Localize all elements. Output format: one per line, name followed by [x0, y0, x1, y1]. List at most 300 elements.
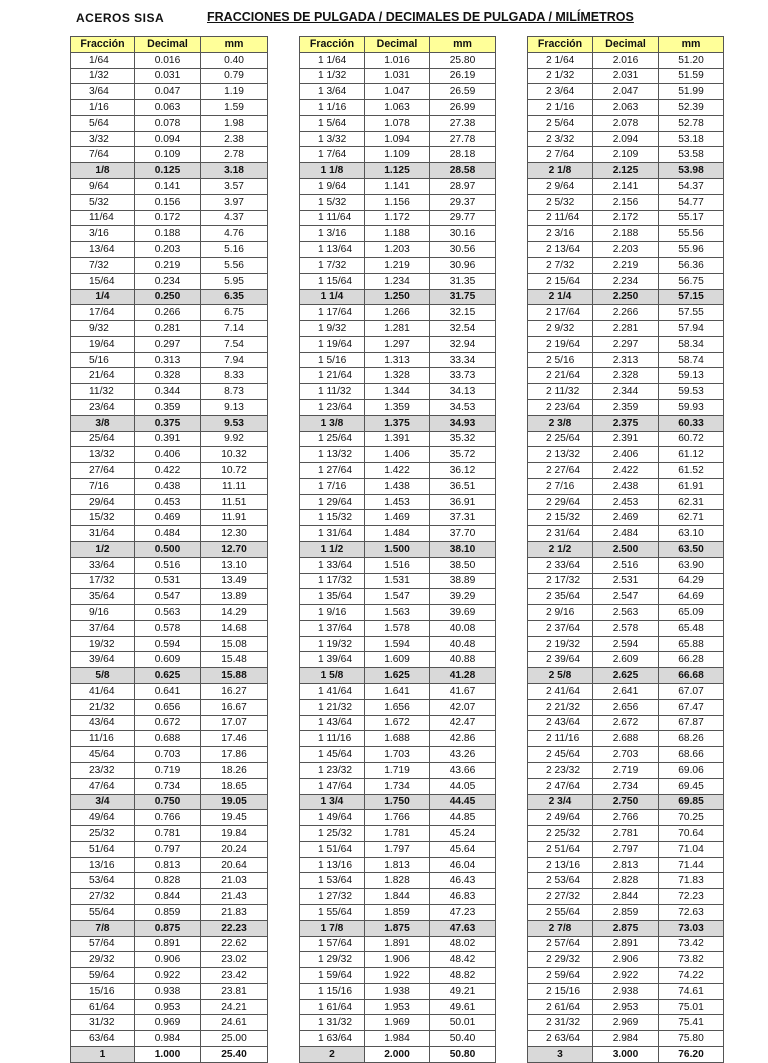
table-row: [300, 1031, 496, 1047]
mm-cell: 56.75: [659, 273, 724, 289]
table-row: [300, 557, 496, 573]
decimal-cell: 0.781: [135, 826, 201, 842]
fraction-cell: 2 45/64: [528, 747, 593, 763]
fraction-cell: 2 5/32: [528, 194, 593, 210]
decimal-cell: 2.844: [593, 889, 659, 905]
fraction-cell: 1 1/8: [300, 163, 365, 179]
mm-cell: 69.85: [659, 794, 724, 810]
table-row: [300, 131, 496, 147]
table-row: [300, 289, 496, 305]
table-row: [528, 384, 724, 400]
fraction-cell: 17/64: [71, 305, 135, 321]
table-row: [300, 841, 496, 857]
fraction-cell: 3/16: [71, 226, 135, 242]
mm-cell: 51.99: [659, 84, 724, 100]
table-row: [71, 131, 268, 147]
decimal-cell: 2.766: [593, 810, 659, 826]
decimal-cell: 2.500: [593, 542, 659, 558]
table-row: [528, 841, 724, 857]
decimal-cell: 2.063: [593, 100, 659, 116]
fraction-cell: 33/64: [71, 557, 135, 573]
fraction-cell: 25/64: [71, 431, 135, 447]
mm-cell: 54.37: [659, 179, 724, 195]
table-row: [300, 857, 496, 873]
fraction-cell: 1 27/32: [300, 889, 365, 905]
mm-cell: 30.16: [430, 226, 496, 242]
decimal-cell: 1.422: [365, 463, 430, 479]
decimal-cell: 0.234: [135, 273, 201, 289]
decimal-cell: 0.109: [135, 147, 201, 163]
table-row: [71, 431, 268, 447]
mm-cell: 57.55: [659, 305, 724, 321]
table-row: [300, 257, 496, 273]
decimal-cell: 0.453: [135, 494, 201, 510]
decimal-cell: 1.328: [365, 368, 430, 384]
column-header-decimal: Decimal: [593, 37, 659, 53]
decimal-cell: 1.609: [365, 652, 430, 668]
table-row: [300, 194, 496, 210]
decimal-cell: 2.313: [593, 352, 659, 368]
decimal-cell: 2.672: [593, 715, 659, 731]
table-row: [528, 731, 724, 747]
fraction-cell: 1 19/64: [300, 336, 365, 352]
fraction-cell: 1: [71, 1047, 135, 1063]
decimal-cell: 0.156: [135, 194, 201, 210]
fraction-cell: 2 31/32: [528, 1015, 593, 1031]
decimal-cell: 2.203: [593, 242, 659, 258]
mm-cell: 50.40: [430, 1031, 496, 1047]
mm-cell: 67.47: [659, 699, 724, 715]
mm-cell: 48.42: [430, 952, 496, 968]
mm-cell: 39.69: [430, 605, 496, 621]
mm-cell: 52.39: [659, 100, 724, 116]
mm-cell: 9.53: [201, 415, 268, 431]
table-row: [71, 52, 268, 68]
mm-cell: 31.35: [430, 273, 496, 289]
table-row: [528, 952, 724, 968]
fraction-cell: 21/32: [71, 699, 135, 715]
fraction-cell: 1 39/64: [300, 652, 365, 668]
fraction-cell: 29/64: [71, 494, 135, 510]
mm-cell: 59.93: [659, 399, 724, 415]
decimal-cell: 2.266: [593, 305, 659, 321]
decimal-cell: 2.578: [593, 620, 659, 636]
fraction-cell: 1 15/64: [300, 273, 365, 289]
fraction-cell: 1 21/64: [300, 368, 365, 384]
fraction-cell: 2 55/64: [528, 904, 593, 920]
table-row: [71, 542, 268, 558]
decimal-cell: 1.266: [365, 305, 430, 321]
fraction-cell: 31/32: [71, 1015, 135, 1031]
fraction-cell: 1 7/16: [300, 478, 365, 494]
mm-cell: 62.71: [659, 510, 724, 526]
table-row: [528, 305, 724, 321]
fraction-cell: 1 9/16: [300, 605, 365, 621]
mm-cell: 2.38: [201, 131, 268, 147]
fraction-cell: 1 13/32: [300, 447, 365, 463]
table-row: [300, 983, 496, 999]
mm-cell: 7.14: [201, 321, 268, 337]
table-row: [528, 179, 724, 195]
fraction-cell: 13/64: [71, 242, 135, 258]
decimal-cell: 2.750: [593, 794, 659, 810]
table-row: [528, 904, 724, 920]
table-row: [71, 352, 268, 368]
mm-cell: 19.84: [201, 826, 268, 842]
fraction-cell: 41/64: [71, 684, 135, 700]
fraction-cell: 2 13/32: [528, 447, 593, 463]
table-row: [71, 100, 268, 116]
table-row: [300, 936, 496, 952]
mm-cell: 12.30: [201, 526, 268, 542]
mm-cell: 1.19: [201, 84, 268, 100]
mm-cell: 3.18: [201, 163, 268, 179]
fraction-cell: 2 11/32: [528, 384, 593, 400]
table-row: [71, 889, 268, 905]
decimal-cell: 0.375: [135, 415, 201, 431]
mm-cell: 38.89: [430, 573, 496, 589]
fraction-cell: 1 29/64: [300, 494, 365, 510]
table-row: [71, 747, 268, 763]
table-row: [300, 305, 496, 321]
decimal-cell: 0.625: [135, 668, 201, 684]
fraction-cell: 21/64: [71, 368, 135, 384]
mm-cell: 53.58: [659, 147, 724, 163]
decimal-cell: 2.125: [593, 163, 659, 179]
decimal-cell: 1.578: [365, 620, 430, 636]
mm-cell: 68.66: [659, 747, 724, 763]
mm-cell: 9.92: [201, 431, 268, 447]
mm-cell: 28.97: [430, 179, 496, 195]
fraction-cell: 2 11/64: [528, 210, 593, 226]
fraction-cell: 2: [300, 1047, 365, 1063]
table-row: [528, 684, 724, 700]
fraction-cell: 1 31/32: [300, 1015, 365, 1031]
mm-cell: 3.57: [201, 179, 268, 195]
table-row: [300, 226, 496, 242]
mm-cell: 41.28: [430, 668, 496, 684]
table-row: [528, 115, 724, 131]
table-row: [528, 889, 724, 905]
table-row: [300, 794, 496, 810]
fraction-cell: 2 3/64: [528, 84, 593, 100]
table-row: [528, 873, 724, 889]
decimal-cell: 0.266: [135, 305, 201, 321]
mm-cell: 8.73: [201, 384, 268, 400]
fraction-cell: 1 51/64: [300, 841, 365, 857]
decimal-cell: 0.359: [135, 399, 201, 415]
mm-cell: 5.56: [201, 257, 268, 273]
fraction-cell: 35/64: [71, 589, 135, 605]
decimal-cell: 1.828: [365, 873, 430, 889]
mm-cell: 19.45: [201, 810, 268, 826]
decimal-cell: 1.656: [365, 699, 430, 715]
table-row: [71, 463, 268, 479]
table-row: [71, 999, 268, 1015]
decimal-cell: 1.203: [365, 242, 430, 258]
table-row: [71, 494, 268, 510]
mm-cell: 33.73: [430, 368, 496, 384]
table-row: [300, 368, 496, 384]
table-row: [528, 336, 724, 352]
decimal-cell: 0.609: [135, 652, 201, 668]
table-row: [528, 478, 724, 494]
decimal-cell: 0.531: [135, 573, 201, 589]
table-row: [528, 1031, 724, 1047]
decimal-cell: 2.344: [593, 384, 659, 400]
table-row: [71, 968, 268, 984]
table-row: [71, 399, 268, 415]
mm-cell: 16.67: [201, 699, 268, 715]
decimal-cell: 0.563: [135, 605, 201, 621]
decimal-cell: 0.875: [135, 920, 201, 936]
decimal-cell: 0.688: [135, 731, 201, 747]
table-row: [300, 84, 496, 100]
table-row: [528, 668, 724, 684]
mm-cell: 22.62: [201, 936, 268, 952]
mm-cell: 2.78: [201, 147, 268, 163]
table-row: [71, 794, 268, 810]
fraction-cell: 1 27/64: [300, 463, 365, 479]
decimal-cell: 1.953: [365, 999, 430, 1015]
fraction-cell: 15/64: [71, 273, 135, 289]
mm-cell: 13.89: [201, 589, 268, 605]
mm-cell: 44.85: [430, 810, 496, 826]
fraction-cell: 1 5/32: [300, 194, 365, 210]
fraction-cell: 1 1/16: [300, 100, 365, 116]
mm-cell: 28.58: [430, 163, 496, 179]
decimal-cell: 1.688: [365, 731, 430, 747]
decimal-cell: 2.109: [593, 147, 659, 163]
table-row: [528, 542, 724, 558]
mm-cell: 20.64: [201, 857, 268, 873]
fraction-cell: 1 5/8: [300, 668, 365, 684]
table-row: [528, 810, 724, 826]
decimal-cell: 1.516: [365, 557, 430, 573]
table-row: [528, 242, 724, 258]
table-row: [528, 84, 724, 100]
mm-cell: 9.13: [201, 399, 268, 415]
mm-cell: 42.86: [430, 731, 496, 747]
table-row: [300, 494, 496, 510]
column-header-fraccion: Fracción: [528, 37, 593, 53]
table-row: [300, 463, 496, 479]
table-row: [71, 668, 268, 684]
mm-cell: 47.63: [430, 920, 496, 936]
mm-cell: 23.02: [201, 952, 268, 968]
mm-cell: 69.06: [659, 762, 724, 778]
fraction-cell: 63/64: [71, 1031, 135, 1047]
decimal-cell: 1.938: [365, 983, 430, 999]
mm-cell: 40.88: [430, 652, 496, 668]
mm-cell: 17.86: [201, 747, 268, 763]
decimal-cell: 1.531: [365, 573, 430, 589]
mm-cell: 48.82: [430, 968, 496, 984]
table-row: [300, 242, 496, 258]
table-row: [300, 652, 496, 668]
table-row: [528, 52, 724, 68]
decimal-cell: 0.500: [135, 542, 201, 558]
table-row: [528, 289, 724, 305]
decimal-cell: 2.641: [593, 684, 659, 700]
fraction-cell: 3/64: [71, 84, 135, 100]
fraction-cell: 1 17/32: [300, 573, 365, 589]
decimal-cell: 0.906: [135, 952, 201, 968]
mm-cell: 68.26: [659, 731, 724, 747]
mm-cell: 63.10: [659, 526, 724, 542]
mm-cell: 75.80: [659, 1031, 724, 1047]
mm-cell: 44.05: [430, 778, 496, 794]
mm-cell: 56.36: [659, 257, 724, 273]
mm-cell: 49.61: [430, 999, 496, 1015]
fraction-cell: 5/16: [71, 352, 135, 368]
mm-cell: 34.13: [430, 384, 496, 400]
table-row: [528, 778, 724, 794]
fraction-cell: 37/64: [71, 620, 135, 636]
table-row: [528, 463, 724, 479]
fraction-cell: 3/4: [71, 794, 135, 810]
table-row: [71, 289, 268, 305]
table-row: [71, 857, 268, 873]
table-row: [71, 415, 268, 431]
decimal-cell: 0.516: [135, 557, 201, 573]
decimal-cell: 1.344: [365, 384, 430, 400]
decimal-cell: 2.359: [593, 399, 659, 415]
table-row: [300, 447, 496, 463]
table-row: [528, 573, 724, 589]
decimal-cell: 0.094: [135, 131, 201, 147]
table-row: [300, 699, 496, 715]
decimal-cell: 2.797: [593, 841, 659, 857]
mm-cell: 6.35: [201, 289, 268, 305]
fraction-cell: 1 15/32: [300, 510, 365, 526]
fraction-cell: 1 15/16: [300, 983, 365, 999]
mm-cell: 0.40: [201, 52, 268, 68]
decimal-cell: 1.859: [365, 904, 430, 920]
decimal-cell: 2.484: [593, 526, 659, 542]
column-header-mm: mm: [659, 37, 724, 53]
table-row: [71, 478, 268, 494]
mm-cell: 38.50: [430, 557, 496, 573]
mm-cell: 14.68: [201, 620, 268, 636]
table-row: [528, 257, 724, 273]
decimal-cell: 0.750: [135, 794, 201, 810]
table-row: [300, 573, 496, 589]
table-row: [71, 589, 268, 605]
mm-cell: 5.95: [201, 273, 268, 289]
mm-cell: 17.46: [201, 731, 268, 747]
mm-cell: 3.97: [201, 194, 268, 210]
column-header-mm: mm: [201, 37, 268, 53]
table-row: [528, 652, 724, 668]
decimal-cell: 1.234: [365, 273, 430, 289]
mm-cell: 51.59: [659, 68, 724, 84]
decimal-cell: 2.547: [593, 589, 659, 605]
table-row: [300, 321, 496, 337]
fraction-cell: 2 15/32: [528, 510, 593, 526]
decimal-cell: 0.641: [135, 684, 201, 700]
mm-cell: 65.09: [659, 605, 724, 621]
decimal-cell: 1.547: [365, 589, 430, 605]
table-row: [528, 1015, 724, 1031]
table-row: [528, 431, 724, 447]
mm-cell: 16.27: [201, 684, 268, 700]
table-row: [71, 68, 268, 84]
mm-cell: 46.43: [430, 873, 496, 889]
decimal-cell: 0.141: [135, 179, 201, 195]
mm-cell: 25.40: [201, 1047, 268, 1063]
fraction-cell: 1/8: [71, 163, 135, 179]
fraction-cell: 2 31/64: [528, 526, 593, 542]
fraction-cell: 2 33/64: [528, 557, 593, 573]
fraction-cell: 17/32: [71, 573, 135, 589]
mm-cell: 11.51: [201, 494, 268, 510]
column-header-decimal: Decimal: [365, 37, 430, 53]
fraction-cell: 2 3/32: [528, 131, 593, 147]
table-row: [300, 210, 496, 226]
mm-cell: 39.29: [430, 589, 496, 605]
decimal-cell: 2.141: [593, 179, 659, 195]
fraction-cell: 43/64: [71, 715, 135, 731]
decimal-cell: 0.344: [135, 384, 201, 400]
decimal-cell: 1.078: [365, 115, 430, 131]
table-row: [71, 762, 268, 778]
decimal-cell: 1.125: [365, 163, 430, 179]
fraction-cell: 1 3/32: [300, 131, 365, 147]
decimal-cell: 0.672: [135, 715, 201, 731]
fraction-cell: 7/64: [71, 147, 135, 163]
decimal-cell: 0.969: [135, 1015, 201, 1031]
fraction-cell: 1 35/64: [300, 589, 365, 605]
table-row: [71, 715, 268, 731]
decimal-cell: 2.219: [593, 257, 659, 273]
table-row: [528, 999, 724, 1015]
fraction-cell: 2 11/16: [528, 731, 593, 747]
table-row: [300, 778, 496, 794]
table-row: [300, 1015, 496, 1031]
decimal-cell: 2.969: [593, 1015, 659, 1031]
decimal-cell: 0.078: [135, 115, 201, 131]
fraction-cell: 1 5/64: [300, 115, 365, 131]
fraction-cell: 15/32: [71, 510, 135, 526]
fraction-cell: 1 1/32: [300, 68, 365, 84]
decimal-cell: 1.094: [365, 131, 430, 147]
fraction-cell: 2 59/64: [528, 968, 593, 984]
mm-cell: 4.76: [201, 226, 268, 242]
table-row: [528, 510, 724, 526]
fraction-cell: 9/64: [71, 179, 135, 195]
decimal-cell: 2.656: [593, 699, 659, 715]
decimal-cell: 2.516: [593, 557, 659, 573]
mm-cell: 45.24: [430, 826, 496, 842]
fraction-cell: 2 19/64: [528, 336, 593, 352]
fraction-cell: 2 37/64: [528, 620, 593, 636]
table-row: [71, 952, 268, 968]
mm-cell: 63.90: [659, 557, 724, 573]
mm-cell: 29.37: [430, 194, 496, 210]
mm-cell: 55.96: [659, 242, 724, 258]
table-row: [300, 731, 496, 747]
mm-cell: 72.23: [659, 889, 724, 905]
fraction-cell: 2 21/32: [528, 699, 593, 715]
decimal-cell: 1.641: [365, 684, 430, 700]
fraction-cell: 9/32: [71, 321, 135, 337]
mm-cell: 66.68: [659, 668, 724, 684]
fraction-cell: 1 43/64: [300, 715, 365, 731]
decimal-cell: 0.219: [135, 257, 201, 273]
fraction-cell: 2 43/64: [528, 715, 593, 731]
fraction-cell: 15/16: [71, 983, 135, 999]
